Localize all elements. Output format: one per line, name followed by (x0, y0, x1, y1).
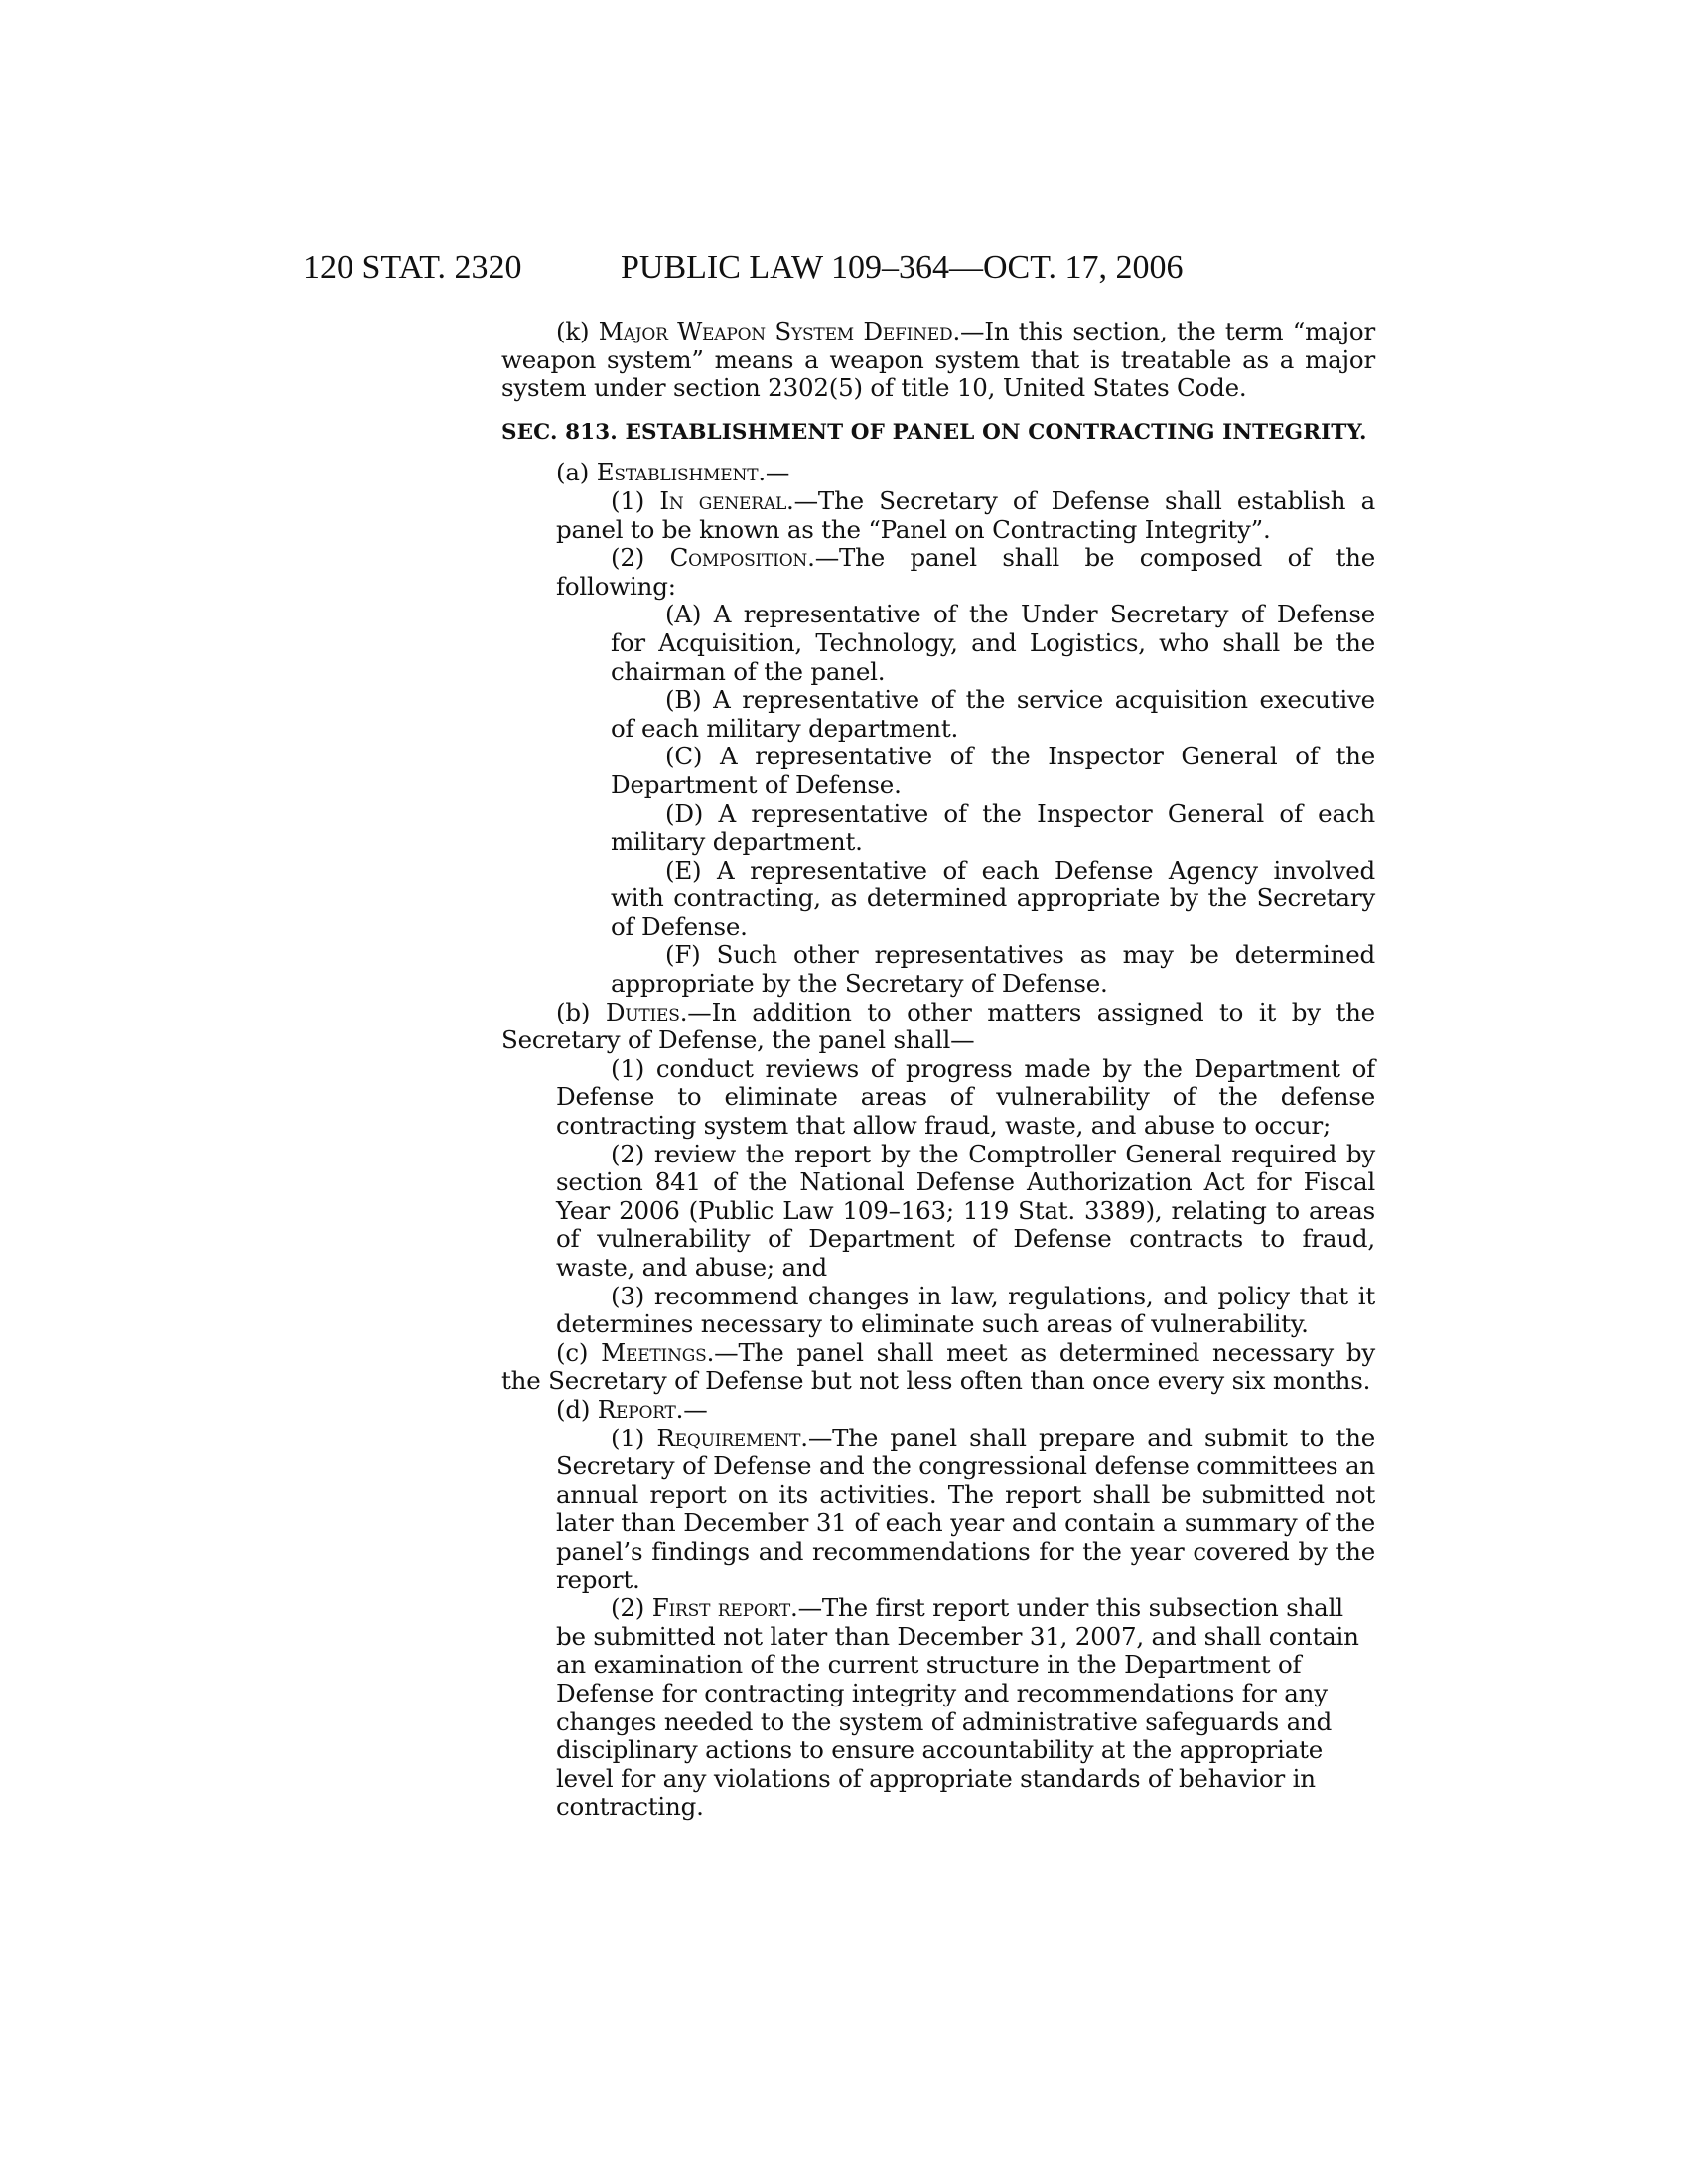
paragraph-d1 (501, 1425, 1375, 1595)
paragraph-b2: (2) review the report by the Comptroller General required by section 841 of the National Defense Authorization Act for Fiscal Year 2006 (Public Law 109–163; 119 Stat. 3389), relating to areas of vulnerability of Department of Defense contracts to fraud, waste, and abuse; and (556, 1139, 1375, 1282)
subparagraph-a2-E: (E) A representative of each Defense Agency involved with contracting, as determined appropriate by the Secretary of Defense. (611, 855, 1375, 941)
subsection-d (501, 1396, 1375, 1425)
subsection-k-label: (k) (556, 317, 590, 345)
paragraph-b1: (1) conduct reviews of progress made by the Department of Defense to eliminate areas of vulnerability of the defense contracting system that allow fraud, waste, and abuse to occur; (556, 1053, 1375, 1141)
subparagraph-a2-C: (C) A representative of the Inspector General of the Department of Defense. (611, 742, 1375, 799)
subsection-c (501, 1339, 1375, 1396)
paragraph-b3: (3) recommend changes in law, regulations, and policy that it determines necessary to eliminate such areas of vulnerability. (556, 1281, 1375, 1339)
paragraph-d2-label: (2) (611, 1593, 645, 1623)
public-law-citation: PUBLIC LAW 109–364—OCT. 17, 2006 (621, 249, 1184, 286)
subsection-k-text: —In this section, the term “major weapon system” means a weapon system that is treatable as a major system under section 2302(5) of title 10, United States Code. (501, 317, 1375, 403)
paragraph-d1-heading: Requirement. (656, 1423, 808, 1452)
subsection-k (501, 318, 1375, 403)
paragraph-d1-label: (1) (611, 1423, 645, 1452)
subsection-a (501, 459, 1375, 487)
subsection-a-text: — (765, 458, 790, 487)
statute-page-citation: 120 STAT. 2320 (303, 249, 522, 286)
document-body (501, 318, 1375, 1822)
subparagraph-a2-F: (F) Such other representatives as may be determined appropriate by the Secretary of Defense. (611, 940, 1375, 999)
paragraph-a1-label: (1) (611, 485, 645, 515)
subsection-a-label: (a) (556, 458, 590, 487)
subparagraph-a2-A: (A) A representative of the Under Secretary of Defense for Acquisition, Technology, and Logistics, who shall be the chairman of the panel. (611, 600, 1375, 686)
paragraph-d1-text: —The panel shall prepare and submit to the Secretary of Defense and the congressional defense committees an annual report on its activities. The report shall be submitted not later than December 31 of each year and contain a summary of the panel’s findings and recommendations for the year covered by the report. (556, 1423, 1375, 1594)
paragraph-d2 (501, 1594, 1375, 1822)
paragraph-a2-text: —The panel shall be composed of the following: (556, 543, 1375, 601)
subparagraph-a2-D: (D) A representative of the Inspector General of each military department. (611, 798, 1375, 857)
subsection-d-label: (d) (556, 1394, 591, 1424)
subsection-b-label: (b) (556, 997, 591, 1026)
subsection-b-text: —In addition to other matters assigned to it by the Secretary of Defense, the panel shall— (501, 997, 1375, 1055)
subsection-d-heading: Report. (597, 1394, 684, 1424)
subsection-c-heading: Meetings. (601, 1337, 715, 1367)
subsection-b-heading: Duties. (605, 997, 688, 1026)
page-header (303, 248, 1395, 288)
subsection-b (501, 999, 1375, 1055)
subsection-k-heading: Major Weapon System Defined. (598, 317, 961, 345)
subsection-d-text: — (683, 1394, 708, 1424)
paragraph-a1-text: —The Secretary of Defense shall establish a panel to be known as the “Panel on Contracting Integrity”. (556, 485, 1375, 544)
paragraph-a1 (501, 487, 1375, 544)
subsection-c-label: (c) (556, 1337, 589, 1367)
paragraph-a2 (501, 544, 1375, 601)
paragraph-a2-heading: Composition. (669, 543, 815, 573)
paragraph-d2-heading: First report. (651, 1593, 798, 1623)
subsection-c-text: —The panel shall meet as determined necessary by the Secretary of Defense but not less often than once every six months. (501, 1337, 1375, 1396)
paragraph-a1-heading: In general. (659, 485, 794, 515)
paragraph-a2-label: (2) (611, 543, 645, 573)
subsection-a-heading: Establishment. (596, 458, 766, 487)
section-heading: SEC. 813. ESTABLISHMENT OF PANEL ON CONTRACTING INTEGRITY. (501, 419, 1367, 445)
paragraph-d2-text: —The first report under this subsection shall be submitted not later than December 31, 2007, and shall contain an examination of the current structure in the Department of Defense for contracting integrity and recommendations for any changes needed to the system of administrative safeguards and disciplinary actions to ensure accountability at the appropriate level for any violations of appropriate standards of behavior in contracting. (556, 1593, 1359, 1822)
subparagraph-a2-B: (B) A representative of the service acquisition executive of each military department. (611, 685, 1375, 743)
